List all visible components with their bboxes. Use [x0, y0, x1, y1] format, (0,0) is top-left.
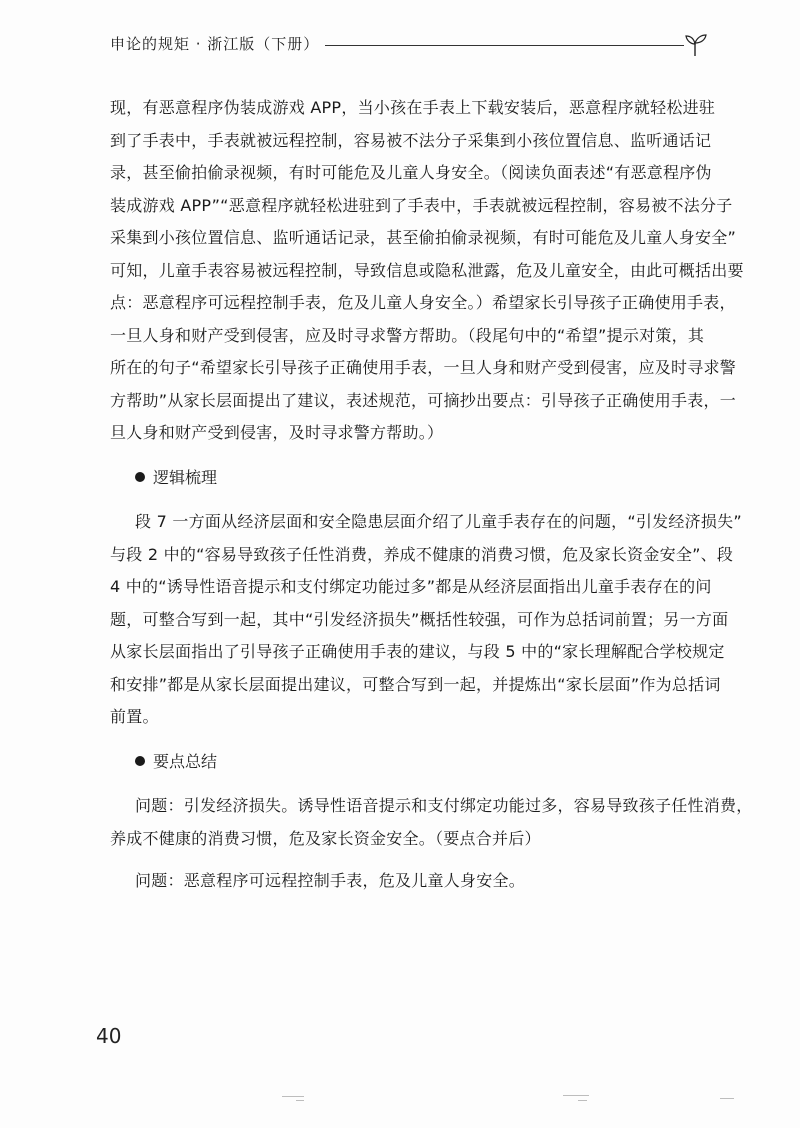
- header-title: 申论的规矩 · 浙江版（下册）: [110, 32, 325, 56]
- text-line: 养成不健康的消费习惯，危及家长资金安全。（要点合并后）: [110, 828, 541, 848]
- paragraph-gap: [110, 855, 706, 865]
- bullet-icon: [135, 472, 145, 482]
- section-heading-logic: [110, 462, 706, 495]
- text-line: 点：恶意程序可远程控制手表，危及儿童人身安全。）希望家长引导孩子正确使用手表，: [110, 293, 736, 312]
- bullet-icon: [135, 756, 145, 766]
- heading-text: 逻辑梳理: [153, 467, 218, 487]
- text-line: 方帮助”从家长层面提出了建议，表述规范，可摘抄出要点：引导孩子正确使用手表，一: [110, 390, 737, 410]
- section-heading-summary: [110, 746, 706, 779]
- text-line: 装成游戏 APP”“恶意程序就轻松进驻到了手表中，手表就被远程控制，容易被不法分子: [110, 195, 733, 215]
- text-line: 问题：恶意程序可远程控制手表，危及儿童人身安全。: [135, 871, 526, 890]
- paragraph-1: [110, 92, 744, 450]
- text-line: 段 7 一方面从经济层面和安全隐患层面介绍了儿童手表存在的问题，“引发经济损失”: [135, 512, 742, 531]
- page-number: 40: [96, 1024, 122, 1048]
- sprout-icon: [682, 32, 708, 58]
- text-line: 可知，儿童手表容易被远程控制，导致信息或隐私泄露，危及儿童安全，由此可概括出要: [110, 260, 744, 280]
- text-line: 前置。: [110, 707, 159, 726]
- paragraph-3: [110, 790, 753, 855]
- body-text: [110, 92, 753, 898]
- running-header: [110, 32, 710, 56]
- text-line: 和安排”都是从家长层面提出建议，可整合写到一起，并提炼出“家长层面”作为总括词: [110, 674, 721, 694]
- text-line: 现，有恶意程序伪装成游戏 APP，当小孩在手表上下载安装后，恶意程序就轻松进驻: [110, 98, 716, 117]
- text-line: 与段 2 中的“容易导致孩子任性消费，养成不健康的消费习惯，危及家长资金安全”、段: [110, 544, 734, 564]
- text-line: 问题：引发经济损失。诱导性语音提示和支付绑定功能过多，容易导致孩子任性消费，: [135, 796, 753, 815]
- text-line: 录，甚至偷拍偷录视频，有时可能危及儿童人身安全。（阅读负面表述“有恶意程序伪: [110, 163, 712, 182]
- heading-text: 要点总结: [153, 751, 218, 771]
- text-line: 采集到小孩位置信息、监听通话记录，甚至偷拍偷录视频，有时可能危及儿童人身安全”: [110, 228, 737, 247]
- text-line: 一旦人身和财产受到侵害，应及时寻求警方帮助。（段尾句中的“希望”提示对策，其: [110, 325, 705, 345]
- scan-noise: [0, 1090, 800, 1110]
- text-line: 所在的句子“希望家长引导孩子正确使用手表，一旦人身和财产受到侵害，应及时寻求警: [110, 358, 737, 377]
- paragraph-2: [110, 506, 742, 734]
- text-line: 旦人身和财产受到侵害，及时寻求警方帮助。）: [110, 423, 444, 442]
- text-line: 题，可整合写到一起，其中“引发经济损失”概括性较强，可作为总括词前置；另一方面: [110, 609, 729, 629]
- text-line: 到了手表中，手表就被远程控制，容易被不法分子采集到小孩位置信息、监听通话记: [110, 130, 712, 150]
- paragraph-4: [110, 865, 706, 898]
- text-line: 从家长层面指出了引导孩子正确使用手表的建议，与段 5 中的“家长理解配合学校规定: [110, 642, 725, 661]
- text-line: 4 中的“诱导性语音提示和支付绑定功能过多”都是从经济层面指出儿童手表存在的问: [110, 577, 712, 596]
